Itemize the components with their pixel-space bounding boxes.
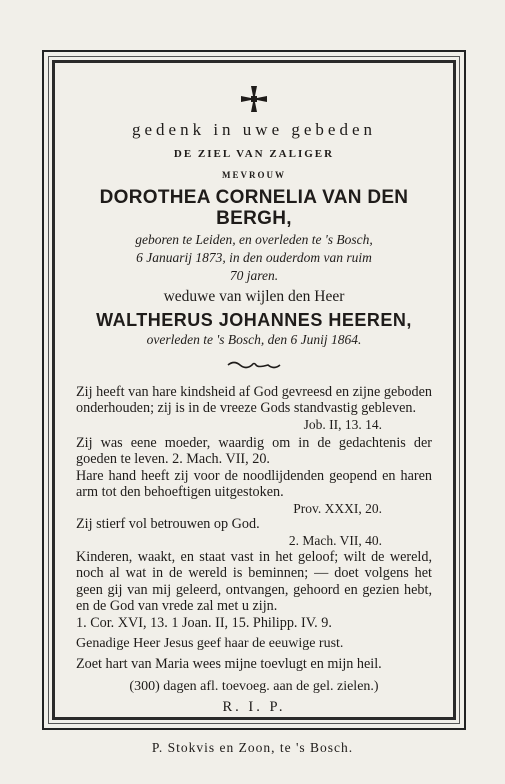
- blessing-line: Genadige Heer Jesus geef haar de eeuwige rust.: [76, 635, 344, 651]
- birth-line-2: 6 Januarij 1873, in den ouderdom van ruim: [136, 250, 372, 266]
- husband-death-line: overleden te 's Bosch, den 6 Junij 1864.: [146, 332, 362, 348]
- deceased-name: DOROTHEA CORNELIA VAN DEN BERGH,: [99, 186, 409, 230]
- flourish-ornament-icon: [226, 360, 282, 370]
- verse-1-ref: Job. II, 13. 14.: [303, 416, 382, 432]
- verse-2: Zij was eene moeder, waardig om in de gedachtenis der goeden te leven. 2. Mach. VII, 20.: [76, 434, 432, 468]
- invocation-line: Zoet hart van Maria wees mijne toevlugt en mijn heil.: [76, 655, 382, 672]
- husband-name: WALTHERUS JOHANNES HEEREN,: [96, 309, 412, 330]
- verse-4-ref: 2. Mach. VII, 40.: [288, 533, 382, 549]
- verse-3: Hare hand heeft zij voor de noodlijdenden geopend en haren arm tot den behoeftigen uitgestoken.: [76, 467, 432, 501]
- rip-line: R. I. P.: [222, 698, 286, 715]
- widow-line: weduwe van wijlen den Heer: [163, 287, 345, 305]
- birth-line-3: 70 jaren.: [229, 267, 279, 283]
- cross-pattee-icon: [239, 84, 269, 114]
- prayer-card-content: [68, 84, 440, 716]
- verse-5: Kinderen, waakt, en staat vast in het geloof; wilt de wereld, noch al wat in de wereld is beminnen; — doet volgens het geen gij van mij geleerd, ontvangen, gehoord en gezien hebt, en de God van vrede zal met u zijn.: [76, 548, 432, 615]
- indulgence-line: (300) dagen afl. toevoeg. aan de gel. zielen.): [129, 678, 379, 694]
- verse-1: Zij heeft van hare kindsheid af God gevreesd en zijne geboden onderhouden; zij is in de vreeze Gods standvastig gebleven.: [76, 383, 432, 417]
- birth-line-1: geboren te Leiden, en overleden te 's Bosch,: [135, 232, 373, 248]
- title-line: MEVROUW: [222, 170, 286, 181]
- verse-4: Zij stierf vol betrouwen op God.: [76, 516, 260, 533]
- verse-3-ref: Prov. XXXI, 20.: [293, 500, 382, 516]
- soul-of-line: DE ZIEL VAN ZALIGER: [173, 147, 335, 160]
- printer-imprint: P. Stokvis en Zoon, te 's Bosch.: [151, 740, 354, 755]
- refs-line: 1. Cor. XVI, 13. 1 Joan. II, 15. Philipp. IV. 9.: [76, 615, 332, 632]
- intro-line: gedenk in uwe gebeden: [131, 120, 377, 139]
